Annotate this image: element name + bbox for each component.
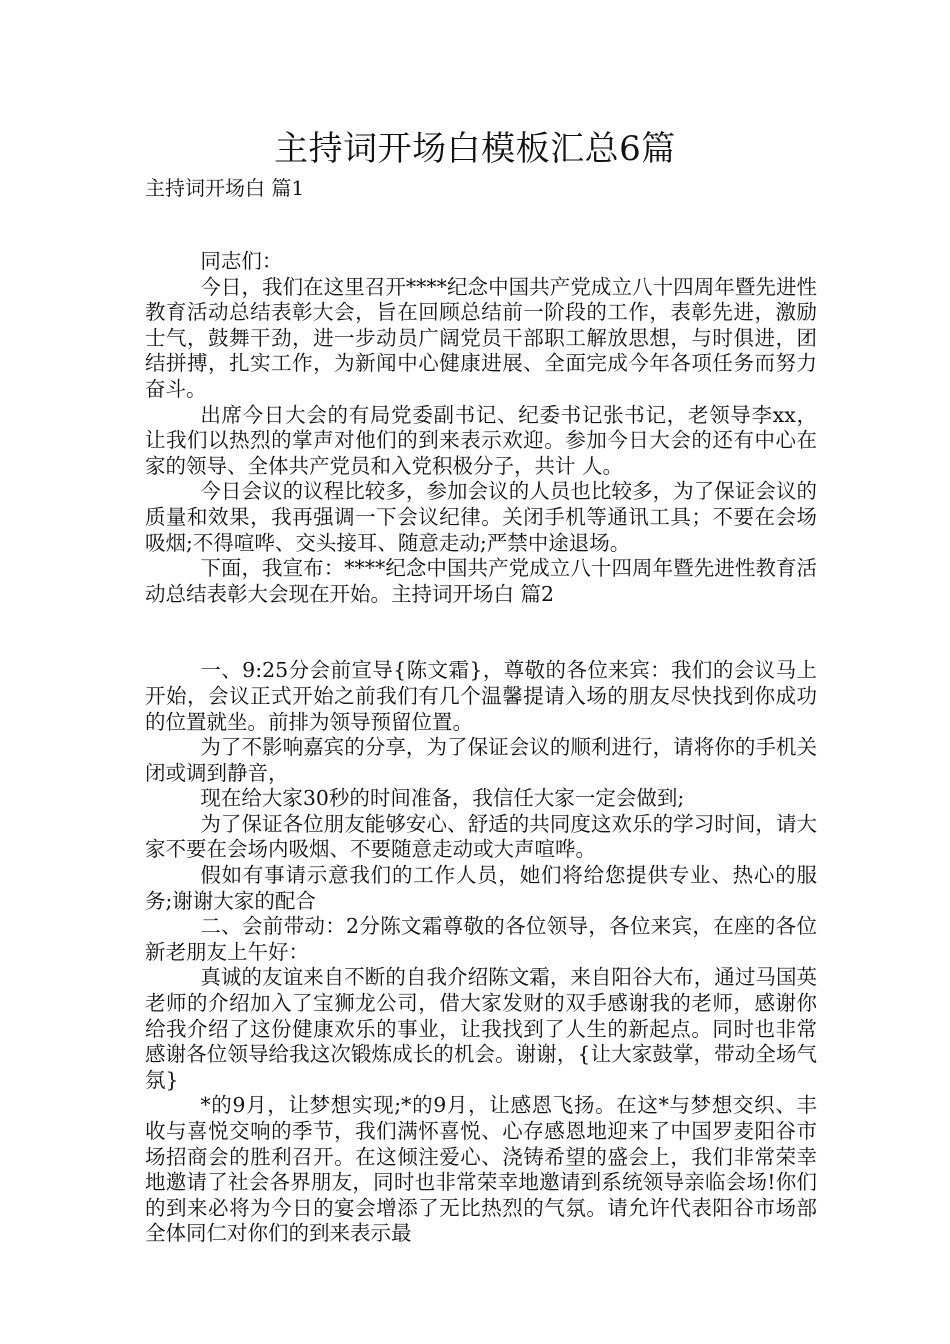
document-title: 主持词开场白模板汇总6篇 — [274, 129, 676, 169]
paragraph: 今日会议的议程比较多，参加会议的人员也比较多，为了保证会议的质量和效果，我再强调一下会议纪律。关闭手机等通讯工具；不要在会场吸烟;不得喧哗、交头接耳、随意走动;严禁中途退场。 — [145, 479, 817, 555]
paragraph: 今日，我们在这里召开****纪念中国共产党成立八十四周年暨先进性教育活动总结表彰大会，旨在回顾总结前一阶段的工作，表彰先进，激励士气，鼓舞干劲，进一步动员广阔党员干部职工解放思想，与时俱进，团结拼搏，扎实工作，为新闻中心健康进展、全面完成今年各项任务而努力奋斗。 — [145, 274, 817, 401]
paragraph: 为了保证各位朋友能够安心、舒适的共同度这欢乐的学习时间，请大家不要在会场内吸烟、不要随意走动或大声喧哗。 — [145, 811, 817, 862]
paragraph: 一、9:25分会前宣导{陈文霜}，尊敬的各位来宾：我们的会议马上开始，会议正式开始之前我们有几个温馨提请入场的朋友尽快找到你成功的位置就坐。前排为领导预留位置。 — [145, 658, 817, 734]
document-body — [145, 249, 817, 1247]
paragraph: 出席今日大会的有局党委副书记、纪委书记张书记，老领导李xx，让我们以热烈的掌声对他们的到来表示欢迎。参加今日大会的还有中心在家的领导、全体共产党员和入党积极分子，共计 人。 — [145, 402, 817, 478]
paragraph: *的9月，让梦想实现;*的9月，让感恩飞扬。在这*与梦想交织、丰收与喜悦交响的季节，我们满怀喜悦、心存感恩地迎来了中国罗麦阳谷市场招商会的胜利召开。在这倾注爱心、浇铸希望的盛会上，我们非常荣幸地邀请了社会各界朋友，同时也非常荣幸地邀请到系统领导亲临会场!你们的到来必将为今日的宴会增添了无比热烈的气氛。请允许代表阳谷市场部全体同仁对你们的到来表示最 — [145, 1093, 817, 1246]
section-heading-1: 主持词开场白 篇1 — [145, 176, 305, 200]
paragraph: 下面，我宣布：****纪念中国共产党成立八十四周年暨先进性教育活动总结表彰大会现在开始。主持词开场白 篇2 — [145, 556, 817, 606]
paragraph: 假如有事请示意我们的工作人员，她们将给您提供专业、热心的服务;谢谢大家的配合 — [145, 863, 817, 913]
section-spacer — [145, 607, 817, 658]
salutation: 同志们： — [200, 249, 283, 273]
paragraph: 真诚的友谊来自不断的自我介绍陈文霜，来自阳谷大布，通过马国英老师的介绍加入了宝狮龙公司，借大家发财的双手感谢我的老师，感谢你给我介绍了这份健康欢乐的事业，让我找到了人生的新起点。同时也非常感谢各位领导给我这次锻炼成长的机会。谢谢，{让大家鼓掌，带动全场气氛} — [145, 965, 817, 1092]
paragraph: 现在给大家30秒的时间准备，我信任大家一定会做到; — [200, 786, 685, 811]
paragraph: 二、会前带动：2分陈文霜尊敬的各位领导，各位来宾，在座的各位新老朋友上午好： — [145, 914, 817, 964]
paragraph: 为了不影响嘉宾的分享，为了保证会议的顺利进行，请将你的手机关闭或调到静音， — [145, 735, 817, 785]
